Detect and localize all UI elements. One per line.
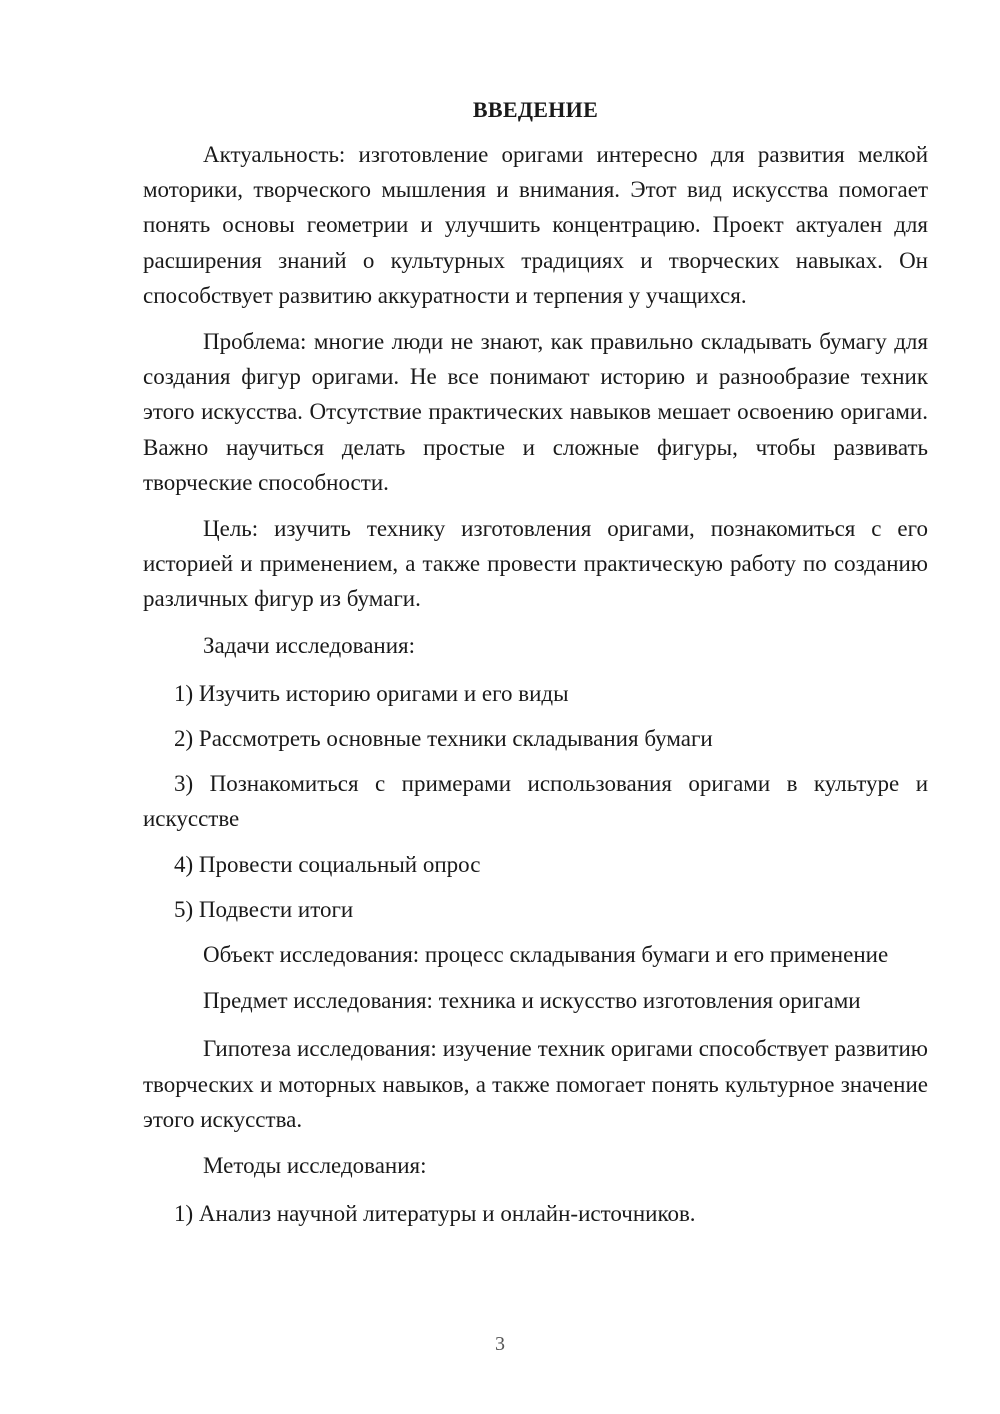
hypothesis-paragraph: Гипотеза исследования: изучение техник оригами способствует развитию творческих и моторных навыков, а также помогает понять культурное значение этого искусства. [143, 1036, 928, 1132]
task-item: 5) Подвести итоги [174, 896, 354, 922]
tasks-title: Задачи исследования: [203, 632, 416, 658]
section-heading: ВВЕДЕНИЕ [472, 97, 599, 122]
problem-paragraph: Проблема: многие люди не знают, как правильно складывать бумагу для создания фигур оригами. Не все понимают историю и разнообразие техник этого искусства. Отсутствие практических навыков мешает освоению оригами. Важно научиться делать простые и сложные фигуры, чтобы развивать творческие способности. [143, 329, 928, 495]
page-content [143, 95, 928, 1241]
subject-paragraph: Предмет исследования: техника и искусство изготовления оригами [203, 988, 861, 1014]
object-paragraph: Объект исследования: процесс складывания бумаги и его применение [203, 942, 889, 968]
task-item: 3) Познакомиться с примерами использования оригами в культуре и искусстве [143, 771, 928, 832]
page-number: 3 [495, 1333, 505, 1355]
methods-title: Методы исследования: [203, 1153, 427, 1179]
task-item: 1) Изучить историю оригами и его виды [174, 680, 569, 706]
task-item: 4) Провести социальный опрос [174, 851, 481, 877]
goal-paragraph: Цель: изучить технику изготовления оригами, познакомиться с его историей и применением, а также провести практическую работу по созданию различных фигур из бумаги. [143, 516, 928, 612]
method-item: 1) Анализ научной литературы и онлайн-источников. [174, 1201, 696, 1227]
task-item: 2) Рассмотреть основные техники складывания бумаги [174, 726, 713, 752]
relevance-paragraph: Актуальность: изготовление оригами интересно для развития мелкой моторики, творческого мышления и внимания. Этот вид искусства помогает понять основы геометрии и улучшить концентрацию. Проект актуален для расширения знаний о культурных традициях и творческих навыках. Он способствует развитию аккуратности и терпения у учащихся. [143, 142, 928, 308]
